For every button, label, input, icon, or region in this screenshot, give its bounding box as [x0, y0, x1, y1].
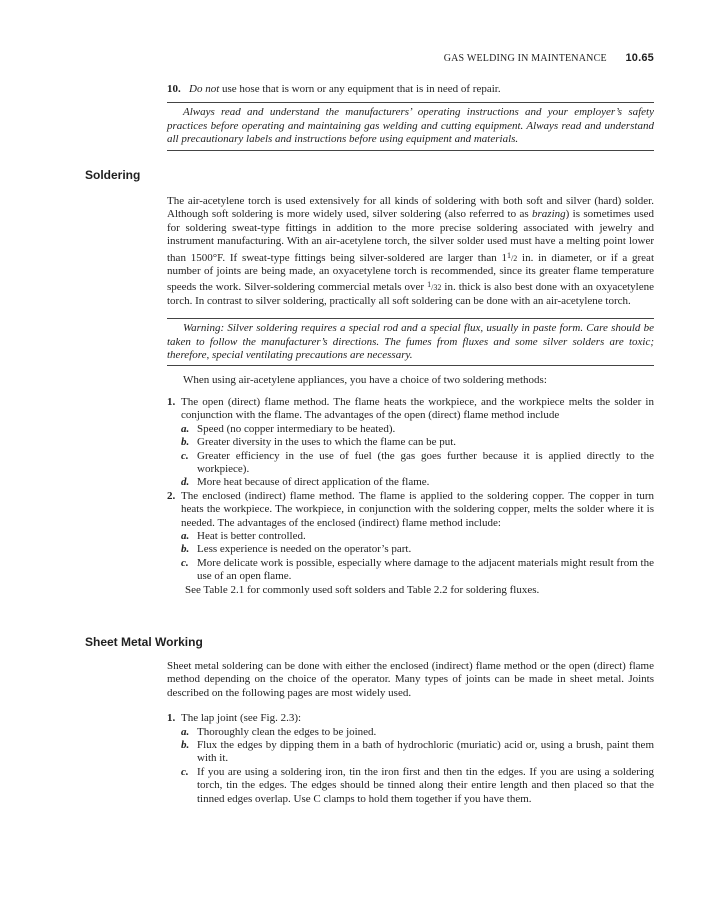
fraction-denominator: /32: [431, 283, 442, 293]
soldering-paragraph: [167, 195, 654, 308]
section-heading-sheet-metal: Sheet Metal Working: [85, 635, 203, 649]
list-item-method-2: [167, 490, 654, 584]
term-brazing: brazing: [532, 208, 566, 221]
text-run: in. thick is also best done with an oxyacetylene torch. In contrast to silver soldering, practically all soft soldering can be done with an air-acetylene torch.: [167, 281, 654, 307]
list-item-lap-joint: [167, 712, 654, 806]
sub-text: Less experience is needed on the operator’s part.: [197, 543, 412, 556]
sub-letter: a.: [181, 422, 190, 435]
sub-text: More delicate work is possible, especially where damage to the adjacent materials might result from the use of an open flame.: [197, 556, 654, 583]
sub-item: [181, 766, 654, 806]
item-emphasis: Do not: [189, 83, 220, 95]
sub-letter: d.: [181, 476, 190, 489]
sub-letter: b.: [181, 543, 190, 556]
soldering-section: [167, 195, 654, 597]
list-item-method-1: [167, 396, 654, 490]
fraction-numerator: 1: [427, 280, 432, 290]
sub-item: [181, 726, 654, 739]
sub-item: [181, 557, 654, 584]
sub-letter: c.: [181, 765, 189, 778]
sub-item: [181, 739, 654, 766]
sub-text: If you are using a soldering iron, tin the iron first and then tin the edges. If you are using a soldering torch, tin the edges. The edges should be tinned along their entire length and then placed so that the tinned edges overlap. Use C clamps to hold them together if you have them.: [197, 765, 654, 805]
item-number: 2.: [167, 489, 176, 502]
sub-text: Thoroughly clean the edges to be joined.: [197, 725, 377, 738]
intro-block: [167, 83, 654, 151]
sheet-metal-section: [167, 660, 654, 806]
fraction-numerator: 1: [507, 250, 512, 260]
sub-item: [181, 436, 654, 449]
sub-item: [181, 543, 654, 556]
item-number: 1.: [167, 712, 176, 725]
sub-item: [181, 423, 654, 436]
sub-text: More heat because of direct application of the flame.: [197, 476, 430, 489]
see-table-note: See Table 2.1 for commonly used soft solders and Table 2.2 for soldering fluxes.: [185, 583, 540, 596]
item-text: use hose that is worn or any equipment that is in need of repair.: [219, 83, 501, 95]
sub-text: Greater efficiency in the use of fuel (the gas goes further because it is applied directly to the workpiece).: [197, 449, 654, 475]
text-run: in. in diameter, or if a great number of joints are being made, an oxyacetylene torch is recommended, since its greater flame temperature speeds the work. Silver-soldering commercial metals over: [167, 251, 654, 294]
item-text: The lap joint (see Fig. 2.3):: [181, 712, 302, 725]
sub-text: Heat is better controlled.: [197, 529, 306, 542]
item-text: The enclosed (indirect) flame method. The flame is applied to the soldering copper. The copper in turn heats the workpiece. The workpiece, in conjunction with the soldering copper, melts the solder where it is needed. The advantages of the enclosed (indirect) flame method include:: [181, 489, 654, 529]
sub-text: Speed (no copper intermediary to be heated).: [197, 422, 396, 435]
item-number: 1.: [167, 395, 176, 408]
sub-item: [181, 530, 654, 543]
section-heading-soldering: Soldering: [85, 168, 141, 182]
text-run: The air-acetylene torch is used extensively for all kinds of soldering with both soft and silver (hard) solder. Although soft soldering is more widely used, silver soldering (also referred to as: [167, 195, 654, 221]
running-header: [444, 52, 654, 64]
sub-letter: a.: [181, 529, 190, 542]
sheet-metal-paragraph: Sheet metal soldering can be done with either the enclosed (indirect) flame method or the open (direct) flame method depending on the choice of the operator. Many types of joints can be made in sheet metal. Joints described on the following pages are most widely used.: [167, 660, 654, 699]
methods-list: [167, 396, 654, 597]
sub-item: [181, 476, 654, 489]
list-item-10: [167, 83, 654, 96]
sub-letter: c.: [181, 449, 189, 462]
sub-letter: a.: [181, 725, 190, 738]
fraction-denominator: /2: [511, 253, 518, 263]
sub-text: Greater diversity in the uses to which the flame can be put.: [197, 436, 457, 449]
warning-note: Warning: Silver soldering requires a special rod and a special flux, usually in paste form. Care should be taken to follow the manufacturer’s directions. The fumes from fluxes and some silver solders are toxic; therefore, special ventilating precautions are necessary.: [167, 318, 654, 366]
sub-text: Flux the edges by dipping them in a bath of hydrochloric (muriatic) acid or, using a brush, paint them with it.: [197, 739, 654, 765]
sub-letter: b.: [181, 739, 190, 752]
sub-letter: c.: [181, 556, 189, 569]
item-number: 10.: [167, 83, 181, 95]
safety-note: Always read and understand the manufacturers’ operating instructions and your employer’s safety practices before operating and maintaining gas welding and cutting equipment. Always read and understand all precautionary labels and instructions before using equipment and materials.: [167, 102, 654, 150]
sub-letter: b.: [181, 436, 190, 449]
item-text: The open (direct) flame method. The flame heats the workpiece, and the workpiece melts the solder in conjunction with the flame. The advantages of the open (direct) flame method include: [181, 395, 654, 422]
methods-intro: When using air-acetylene appliances, you have a choice of two soldering methods:: [183, 374, 547, 387]
running-title: GAS WELDING IN MAINTENANCE: [443, 53, 607, 64]
sub-item: [181, 450, 654, 477]
text-run: ) is sometimes used for soldering sweat-type fittings in addition to the more precise soldering associated with jewelry and instrument manufacturing. With an air-acetylene torch, the silver solder used must have a melting point lower than 1500°F. If sweat-type fittings being silver-soldered are larger than 1: [167, 208, 654, 264]
page-number: 10.65: [625, 52, 654, 64]
